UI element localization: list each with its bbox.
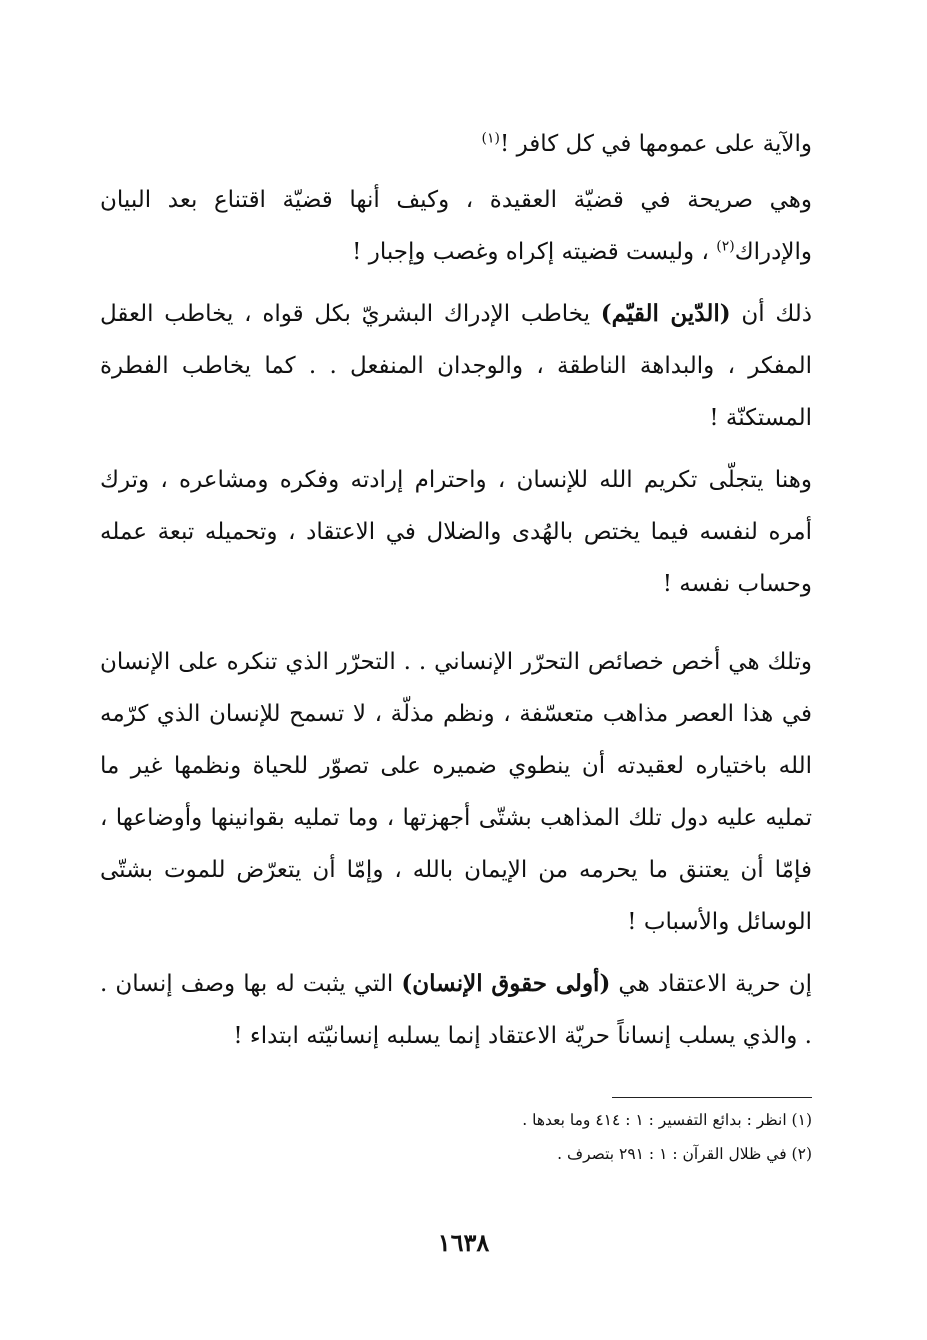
paragraph-text: التي يثبت له بها وصف إنسان . . والذي يسلب إنساناً حريّة الاعتقاد إنما يسلبه إنسانيّته ابتداء ! [100, 971, 812, 1049]
paragraph-freedom-of-belief [100, 958, 812, 1062]
paragraph-text: ، وليست قضيته إكراه وغصب وإجبار ! [352, 239, 717, 265]
footnote-2: (٢) في ظلال القرآن : ١ : ٢٩١ بتصرف . [557, 1145, 812, 1163]
paragraph-text: وهنا يتجلّى تكريم الله للإنسان ، واحترام إرادته وفكره ومشاعره ، وترك أمره لنفسه فيما يختص بالهُدى والضلال في الاعتقاد ، وتحميله تبعة عمله وحساب نفسه ! [100, 467, 812, 597]
footnote-ref-1: (١) [481, 130, 501, 147]
emphasized-term: (الدّين القيّم) [600, 300, 731, 327]
paragraph-verse-generality [100, 118, 812, 170]
paragraph-text: والآية على عمومها في كل كافر ! [500, 131, 812, 157]
paragraph-human-honor [100, 454, 812, 610]
footnote-1: (١) انظر : بدائع التفسير : ١ : ٤١٤ وما بعدها . [522, 1111, 812, 1129]
paragraph-text: وتلك هي أخص خصائص التحرّر الإنساني . . التحرّر الذي تنكره على الإنسان في هذا العصر مذاهب متعسّفة ، ونظم مذلّة ، لا تسمح للإنسان الذي كرّمه الله باختياره لعقيدته أن ينطوي ضميره على تصوّر للحياة ونظمها غير ما تمليه عليه دول تلك المذاهب بشتّى أجهزتها ، وما تمليه بقوانينها وأوضاعها ، فإمّا أن يعتنق ما يحرمه من الإيمان بالله ، وإمّا أن يتعرّض للموت بشتّى الوسائل والأسباب ! [100, 649, 812, 935]
paragraph-text: وهي صريحة في قضيّة العقيدة ، وكيف أنها قضيّة اقتناع بعد البيان والإدراك [100, 187, 812, 265]
paragraph-liberation-features [100, 636, 812, 948]
footnote-divider [612, 1097, 812, 1098]
emphasized-term: (أولى حقوق الإنسان) [401, 970, 611, 997]
paragraph-text: ذلك أن [730, 301, 812, 327]
paragraph-upright-religion [100, 288, 812, 444]
footnote-ref-2: (٢) [716, 238, 735, 255]
paragraph-text: يخاطب الإدراك البشريّ بكل قواه ، يخاطب العقل المفكر ، والبداهة الناطقة ، والوجدان المنفعل . . كما يخاطب الفطرة المستكنّة ! [100, 301, 812, 431]
page-number: ١٦٣٨ [437, 1228, 490, 1257]
paragraph-text: إن حرية الاعتقاد هي [610, 971, 812, 997]
paragraph-creed-issue [100, 174, 812, 278]
footnotes [212, 1103, 812, 1171]
page-body [100, 118, 812, 1072]
